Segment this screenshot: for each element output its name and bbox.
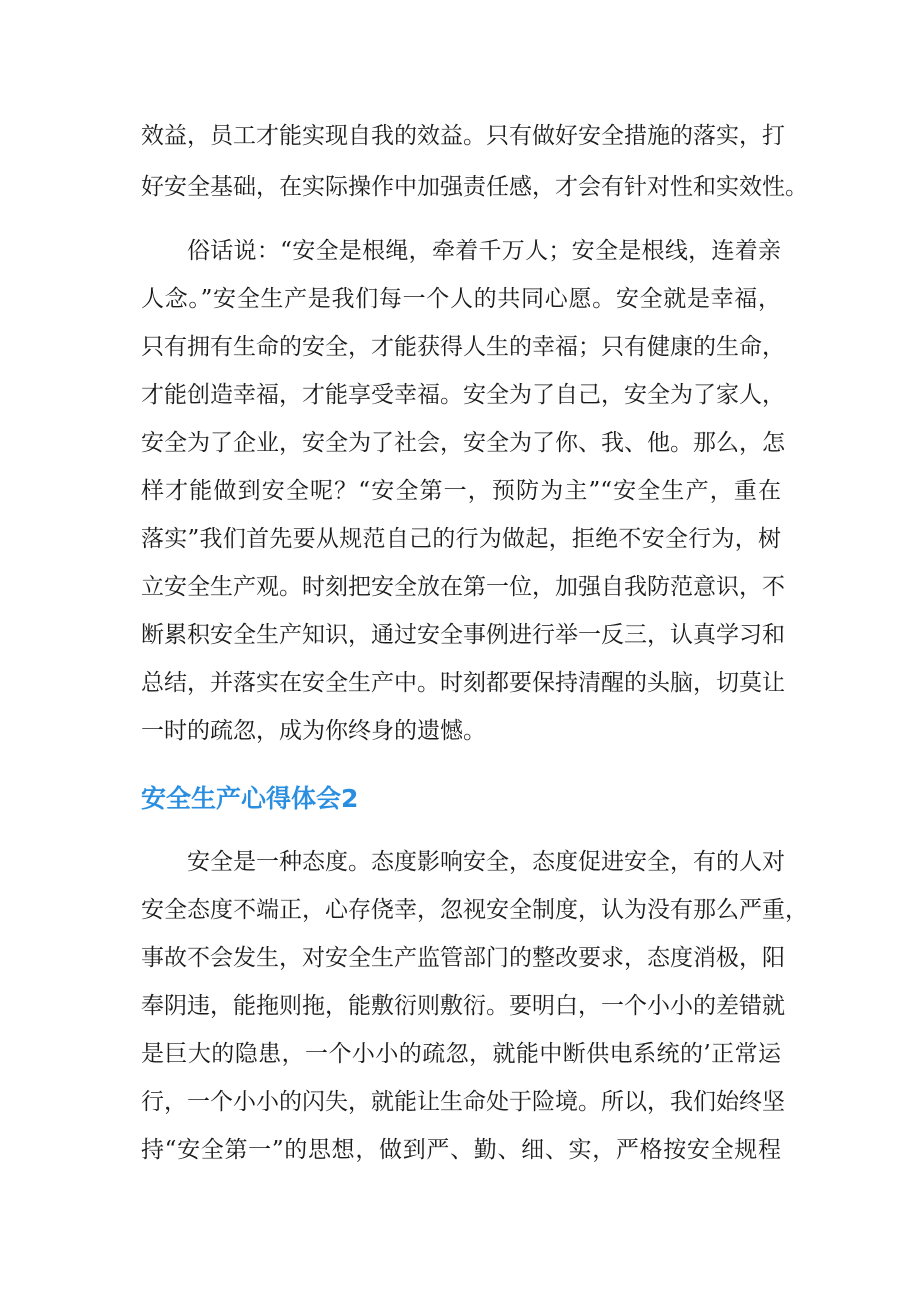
paragraph-line: 好安全基础，在实际操作中加强责任感，才会有针对性和实效性。 [141,174,808,200]
paragraph-line: 是巨大的隐患，一个小小的疏忽，就能中断供电系统的’正常运 [141,1041,781,1067]
paragraph-line: 行，一个小小的闪失，就能让生命处于险境。所以，我们始终坚 [141,1089,785,1115]
paragraph-line: 安全态度不端正，心存侥幸，忽视安全制度，认为没有那么严重， [141,897,808,923]
paragraph-line: 总结，并落实在安全生产中。时刻都要保持清醒的头脑，切莫让 [141,670,785,696]
paragraph-line: 才能创造幸福，才能享受幸福。安全为了自己，安全为了家人， [141,382,785,408]
paragraph-line: 样才能做到安全呢？“安全第一，预防为主”“安全生产，重在 [141,478,781,504]
paragraph-line: 奉阴违，能拖则拖，能敷衍则敷衍。要明白，一个小小的差错就 [141,993,785,1019]
paragraph-line: 只有拥有生命的安全，才能获得人生的幸福；只有健康的生命， [141,334,785,360]
paragraph-line: 安全为了企业，安全为了社会，安全为了你、我、他。那么，怎 [141,430,785,456]
paragraph-line: 事故不会发生，对安全生产监管部门的整改要求，态度消极，阳 [141,945,785,971]
paragraph-line: 持“安全第一”的思想，做到严、勤、细、实，严格按安全规程 [141,1137,781,1163]
paragraph-line: 人念。”安全生产是我们每一个人的共同心愿。安全就是幸福， [141,286,781,312]
paragraph-line: 安全是一种态度。态度影响安全，态度促进安全，有的人对 [187,849,785,875]
paragraph-line: 断累积安全生产知识，通过安全事例进行举一反三，认真学习和 [141,622,785,648]
paragraph-line: 落实”我们首先要从规范自己的行为做起，拒绝不安全行为，树 [141,526,781,552]
paragraph-line: 立安全生产观。时刻把安全放在第一位，加强自我防范意识，不 [141,574,785,600]
section-heading: 安全生产心得体会2 [141,784,359,813]
paragraph-line: 俗话说：“安全是根绳，牵着千万人；安全是根线，连着亲 [187,238,781,264]
paragraph-line: 一时的疏忽，成为你终身的遗憾。 [141,718,486,744]
paragraph-line: 效益，员工才能实现自我的效益。只有做好安全措施的落实，打 [141,123,785,149]
